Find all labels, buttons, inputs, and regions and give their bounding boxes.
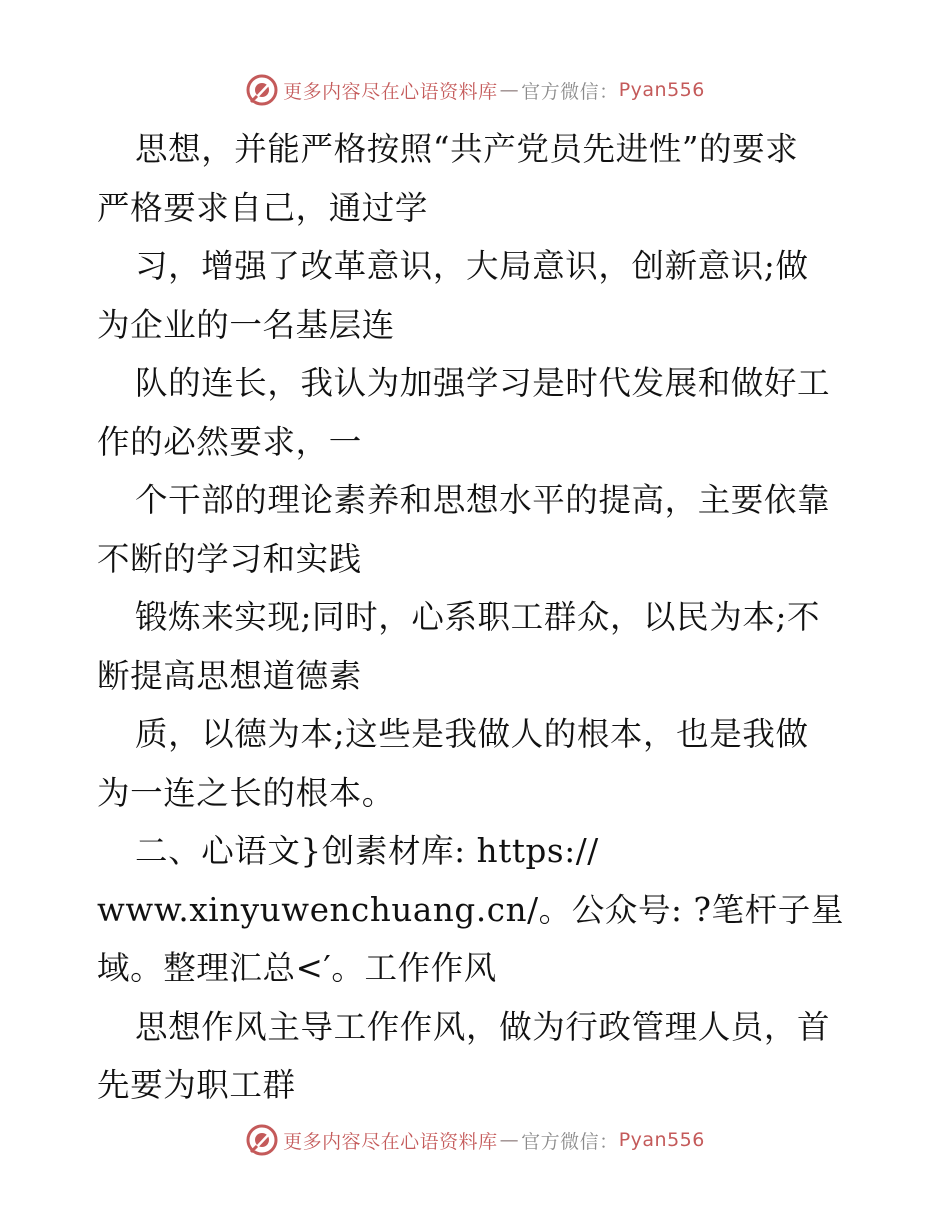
banner-brand-text: 更多内容尽在心语资料库 [283,1130,498,1153]
text-line: www.xinyuwenchuang.cn/。公众号: ?笔杆子星 [97,890,844,929]
text-line: 为企业的一名基层连 [97,305,395,344]
banner-official-text: 官方微信： [521,1130,619,1153]
logo-icon [245,73,279,107]
text-line: 为一连之长的根本。 [97,773,395,812]
banner-separator: — [499,1129,520,1151]
header-watermark-banner [0,70,950,110]
text-line: 质，以德为本;这些是我做人的根本，也是我做 [135,715,809,753]
text-line: 思想，并能严格按照“共产党员先进性”的要求 [135,130,799,168]
text-line: 严格要求自己，通过学 [97,188,429,227]
text-line: 先要为职工群 [97,1066,296,1104]
text-line: 域。整理汇总<′。工作作风 [97,949,497,987]
text-line: 作的必然要求，一 [97,422,362,461]
banner-separator: — [499,79,520,101]
text-line: 个干部的理论素养和思想水平的提高，主要依靠 [135,481,831,519]
text-line: 断提高思想道德素 [97,656,362,695]
logo-icon [245,1123,279,1157]
section-heading-line: 二、心语文}创素材库: https:// [135,832,599,870]
text-line: 队的连长，我认为加强学习是时代发展和做好工 [135,364,831,402]
banner-wechat-id: Pyan556 [618,79,705,101]
footer-watermark-banner [0,1120,950,1160]
banner-brand-text: 更多内容尽在心语资料库 [283,80,498,103]
banner-wechat-id: Pyan556 [618,1129,705,1151]
document-body [97,120,877,1115]
banner-official-text: 官方微信： [521,80,619,103]
text-line: 思想作风主导工作作风，做为行政管理人员，首 [135,1007,831,1046]
text-line: 习，增强了改革意识，大局意识，创新意识;做 [135,247,809,285]
text-line: 锻炼来实现;同时，心系职工群众，以民为本;不 [135,598,821,636]
text-line: 不断的学习和实践 [97,539,362,578]
